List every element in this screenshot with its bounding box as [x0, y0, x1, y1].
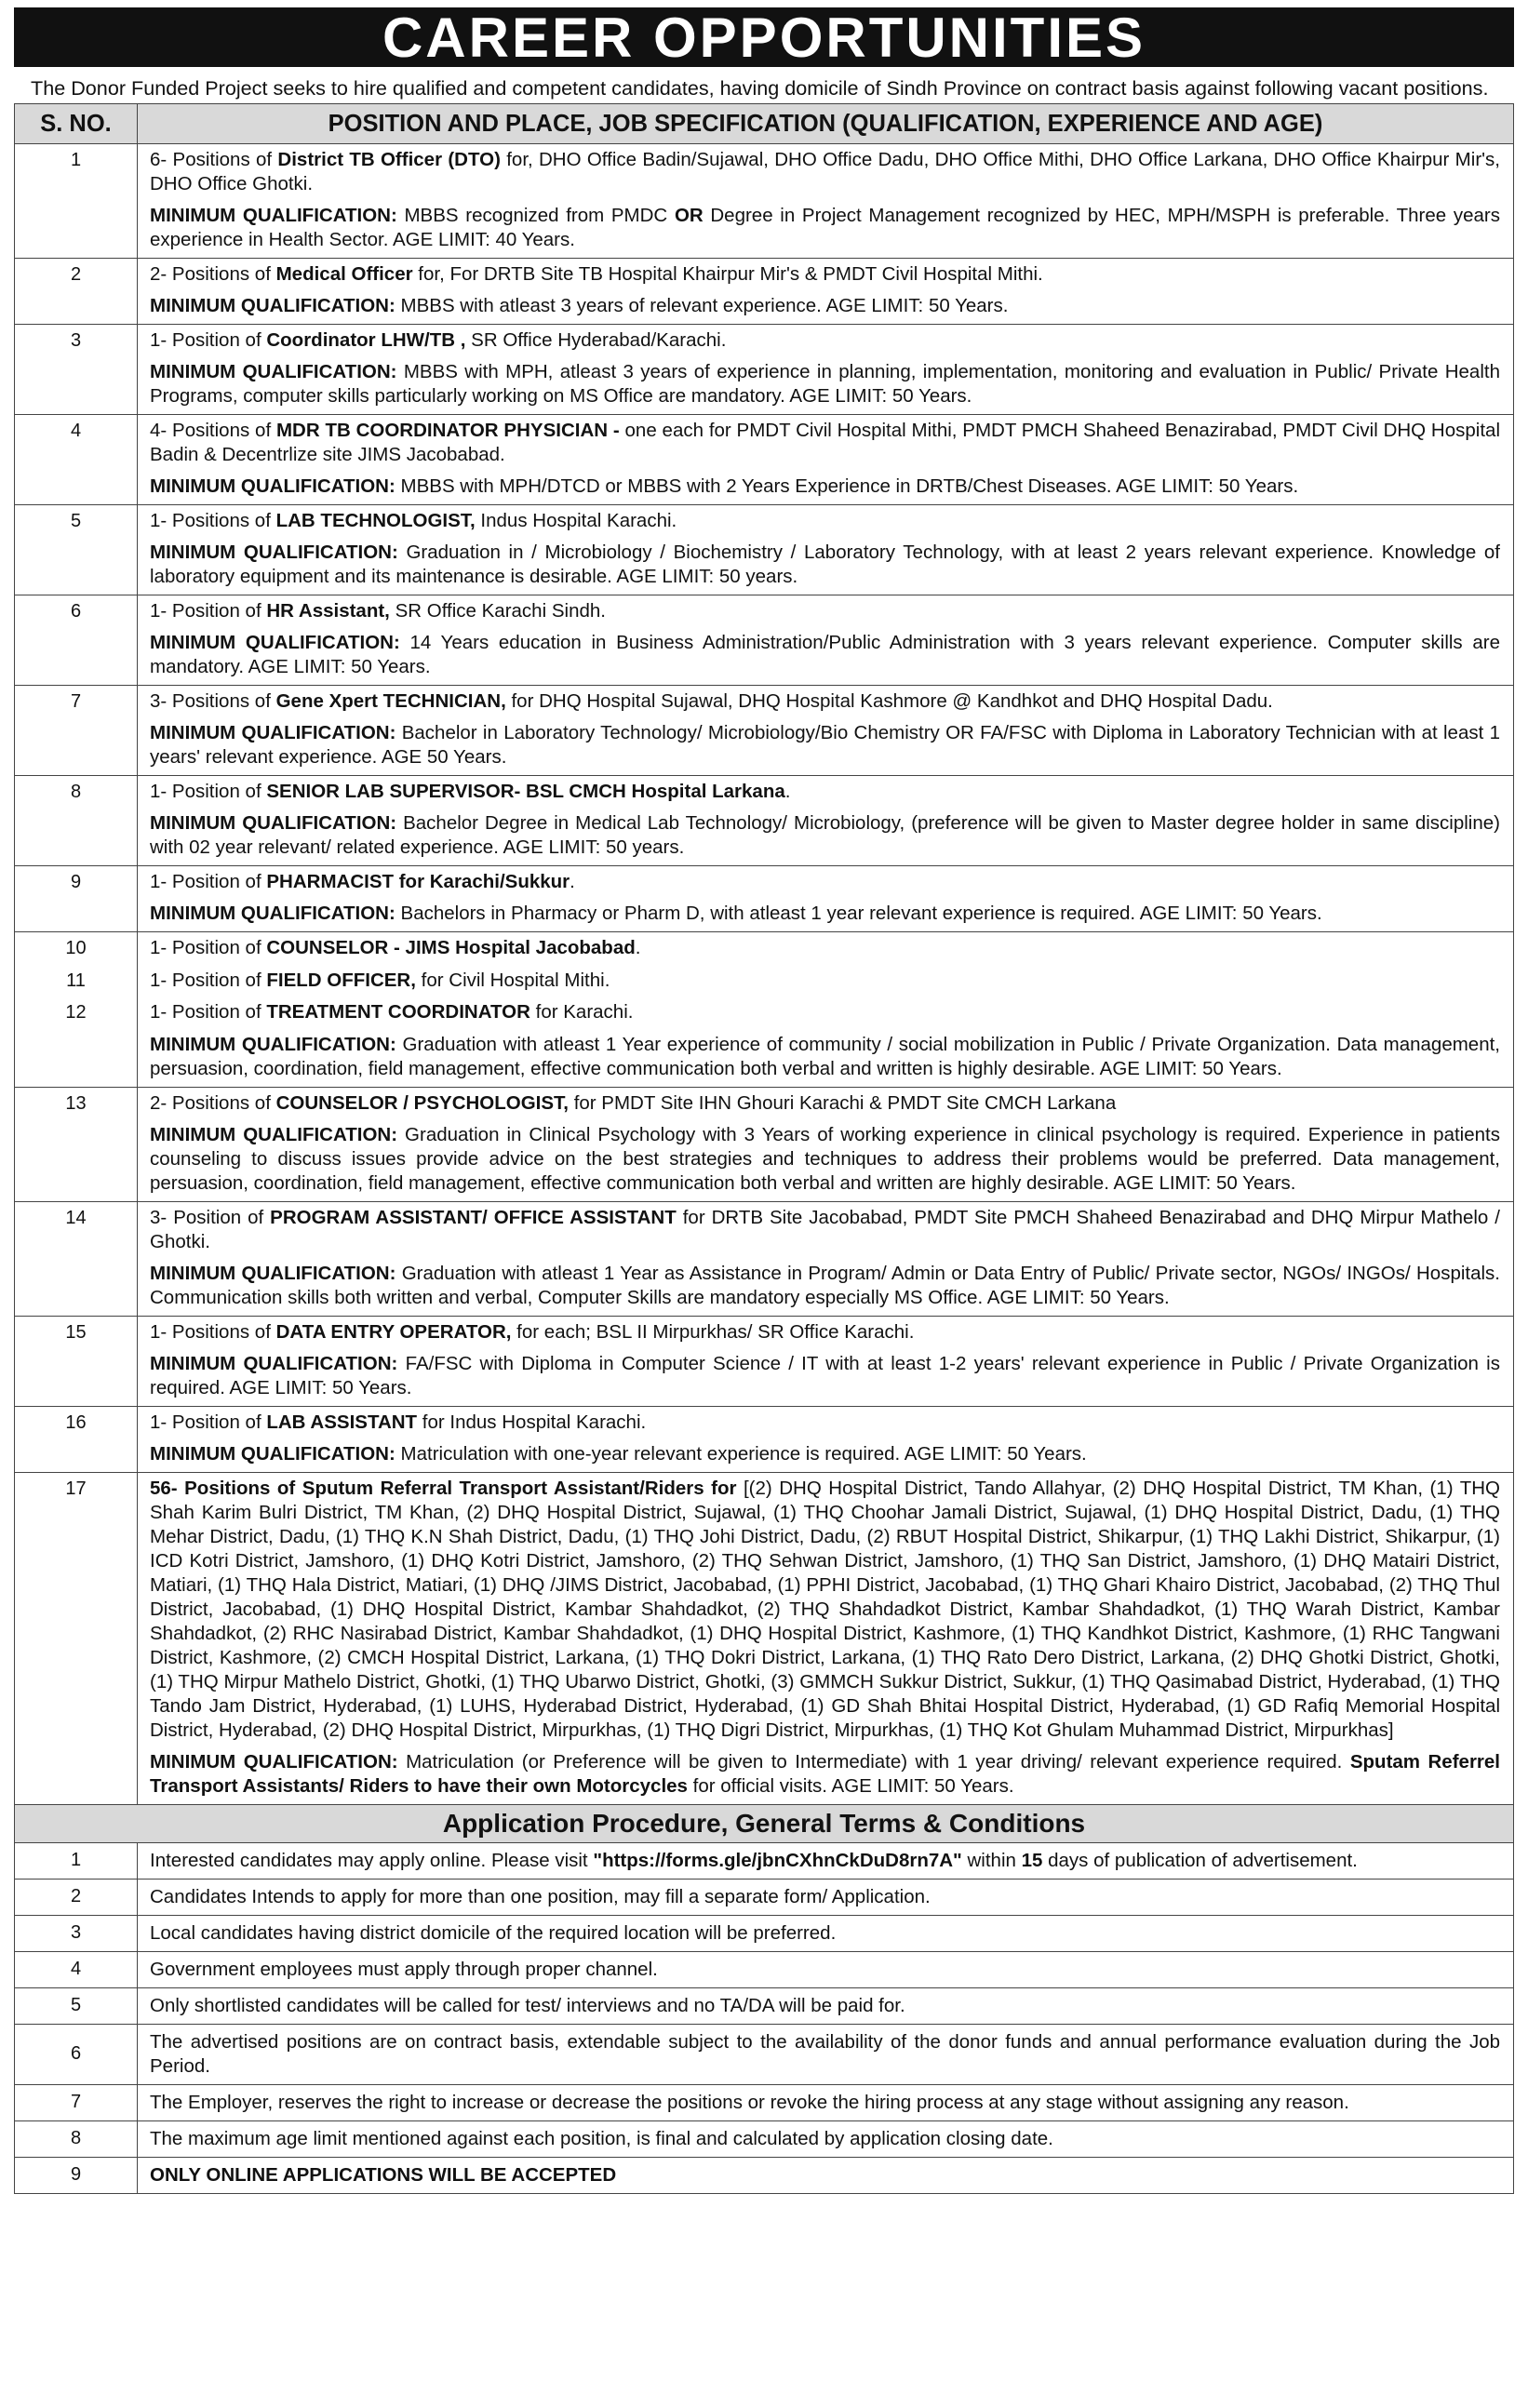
position-count: 1- Positions of	[150, 510, 271, 531]
term-number: 2	[15, 1879, 138, 1915]
qualification-label: MINIMUM QUALIFICATION:	[150, 1750, 398, 1773]
position-row	[15, 932, 1514, 1088]
qualification-text: Degree in Project Management recognized by HEC, MPH/MSPH is preferable. Three years experience in Health Sector. AGE LIMIT: 40 Years.	[150, 205, 1500, 250]
qualification-label: MINIMUM QUALIFICATION:	[150, 1352, 398, 1374]
term-text-part: Interested candidates may apply online. Please visit	[150, 1849, 588, 1871]
term-text: Candidates Intends to apply for more than one position, may fill a separate form/ Application.	[138, 1879, 1514, 1915]
term-text: The advertised positions are on contract basis, extendable subject to the availability of the donor funds and annual performance evaluation during the Job Period.	[138, 2024, 1514, 2084]
term-row	[15, 2084, 1514, 2120]
qualification-text: MBBS recognized from PMDC	[404, 205, 668, 226]
position-title: HR Assistant,	[266, 600, 390, 622]
qualification-text: Matriculation (or Preference will be given to Intermediate) with 1 year driving/ relevant experience required.	[406, 1750, 1343, 1773]
position-details	[138, 1406, 1514, 1472]
position-count: 6- Positions of	[150, 149, 273, 170]
position-details	[138, 866, 1514, 932]
term-text: Only shortlisted candidates will be called for test/ interviews and no TA/DA will be paid for.	[138, 1987, 1514, 2024]
qualification-text: 14 Years education in Business Administration/Public Administration with 3 years relevant experience. Computer skills are mandatory. AGE LIMIT: 50 Years.	[150, 632, 1500, 677]
position-place: .	[570, 871, 575, 892]
position-count: 1- Position of	[150, 937, 261, 958]
qualification-label: MINIMUM QUALIFICATION:	[150, 1033, 396, 1055]
qualification-text: Graduation with atleast 1 Year experience of community / social mobilization in Public / Private Organization. Data management, persuasion, coordination, field management, effective communication both verbal and written is highly desirable. AGE LIMIT: 50 Years.	[150, 1033, 1500, 1079]
qualification-text: FA/FSC with Diploma in Computer Science / IT with at least 1-2 years' relevant experience in Public / Private Organization is required. AGE LIMIT: 50 Years.	[150, 1352, 1500, 1398]
position-details	[138, 1087, 1514, 1201]
position-title: LAB TECHNOLOGIST,	[275, 510, 476, 531]
position-details	[138, 1316, 1514, 1406]
term-row	[15, 1879, 1514, 1915]
position-number: 15	[15, 1316, 138, 1406]
position-place: for PMDT Site IHN Ghouri Karachi & PMDT Site CMCH Larkana	[573, 1091, 1117, 1114]
terms-header-row	[15, 1804, 1514, 1842]
sno-header: S. NO.	[15, 104, 138, 144]
position-number: 12	[65, 1002, 87, 1023]
positions-table	[14, 103, 1514, 2194]
application-link[interactable]: "https://forms.gle/jbnCXhnCkDuD8rn7A"	[593, 1849, 962, 1871]
qualification-text: Graduation in Clinical Psychology with 3 Years of working experience in clinical psychology is required. Experience in patients counseling to discuss issues provide advice on the best strategies and techniques to address their problems would be preferred. Data management, persuasion, coordination, field management, effective communication both verbal and written are highly desirable. AGE LIMIT: 50 Years.	[150, 1123, 1500, 1194]
position-numbers	[15, 932, 138, 1088]
position-title: LAB ASSISTANT	[266, 1411, 418, 1433]
qualification-note: Sputam Referrel Transport Assistants/ Riders to have their own Motorcycles	[150, 1750, 1500, 1797]
position-row	[15, 1472, 1514, 1804]
position-title: Medical Officer	[275, 263, 413, 285]
term-text: The maximum age limit mentioned against each position, is final and calculated by application closing date.	[138, 2120, 1514, 2157]
position-number: 10	[65, 938, 87, 958]
position-place: [(2) DHQ Hospital District, Tando Allahyar, (2) DHQ Hospital District, TM Khan, (1) THQ Shah Karim Bulri District, TM Khan, (2) DHQ Hospital District, Sujawal, (1) THQ Choohar Jamali District, Sujawal, (1) DHQ Hospital District, Dadu, (1) THQ Mehar District, Dadu, (1) THQ K.N Shah District, Dadu, (1) THQ Johi District, Dadu, (2) RBUT Hospital District, Shikarpur, (1) THQ Lakhi District, Shikarpur, (1) ICD Kotri District, Jamshoro, (1) DHQ Kotri District, Jamshoro, (2) THQ Sehwan District, Jamshoro, (1) THQ San District, Jamshoro, (1) DHQ Matairi District, Matiari, (1) THQ Hala District, Matiari, (1) DHQ /JIMS District, Jacobabad, (1) PPHI District, Jacobabad, (1) THQ Ghari Khairo District, Jacobabad, (2) THQ Thul District, Jacobabad, (1) DHQ Hospital District, Kambar Shahdadkot, (2) THQ Shahdadkot District, Kambar Shahdadkot, (1) THQ Warah District, Kambar Shahdadkot, (2) RHC Nasirabad District, Kambar Shahdadkot, (1) DHQ Hospital District, Kashmore, (1) THQ Kandhkot District, Kashmore, (1) RHC Tangwani District, Kashmore, (2) CMCH Hospital District, Larkana, (1) THQ Dokri District, Larkana, (1) THQ Rato Dero District, Larkana, (2) DHQ Ghotki District, Ghotki, (1) THQ Mirpur Mathelo District, Ghotki, (1) THQ Ubarwo District, Ghotki, (3) GMMCH Sukkur District, Sukkur, (1) THQ Qasimabad District, Hyderabad, (1) THQ Tando Jam District, Hyderabad, (1) LUHS, Hyderabad District, Hyderabad, (1) GD Shah Bhitai Hospital District, Hyderabad, (1) GD Rafiq Memorial Hospital District, Hyderabad, (2) DHQ Hospital District, Mirpurkhas, (1) THQ Digri District, Mirpurkhas, (1) THQ Kot Ghulam Muhammad District, Mirpurkhas]	[150, 1477, 1500, 1741]
position-number: 8	[15, 776, 138, 866]
position-place: .	[635, 937, 641, 958]
position-details	[138, 325, 1514, 415]
position-details	[138, 259, 1514, 325]
position-row	[15, 325, 1514, 415]
position-title: MDR TB COORDINATOR PHYSICIAN -	[275, 420, 620, 441]
position-title: FIELD OFFICER,	[266, 969, 416, 991]
qualification-label: MINIMUM QUALIFICATION:	[150, 812, 397, 834]
qualification-label: MINIMUM QUALIFICATION:	[150, 295, 395, 316]
position-number: 13	[15, 1087, 138, 1201]
qualification-label: MINIMUM QUALIFICATION:	[150, 903, 395, 924]
position-place: for, DHO Office Badin/Sujawal, DHO Office Dadu, DHO Office Mithi, DHO Office Larkana, DHO Office Khairpur Mir's, DHO Office Ghotki.	[150, 149, 1501, 194]
term-row	[15, 1915, 1514, 1951]
qualification-text: MBBS with MPH, atleast 3 years of experience in planning, implementation, monitoring and evaluation in Public/ Private Health Programs, computer skills particularly working on MS Office are mandatory. AGE LIMIT: 50 Years.	[150, 361, 1500, 407]
position-row	[15, 686, 1514, 776]
term-text-part: days of publication of advertisement.	[1048, 1849, 1358, 1871]
qualification-text: Matriculation with one-year relevant experience is required. AGE LIMIT: 50 Years.	[400, 1442, 1087, 1465]
term-number: 9	[15, 2157, 138, 2193]
position-number: 16	[15, 1406, 138, 1472]
position-title: Sputum Referral Transport Assistant/Riders for	[302, 1477, 737, 1499]
position-count: 1- Position of	[150, 969, 261, 991]
qualification-text: MBBS with MPH/DTCD or MBBS with 2 Years Experience in DRTB/Chest Diseases. AGE LIMIT: 50 Years.	[400, 475, 1299, 497]
position-count: 3- Position of	[150, 1206, 264, 1228]
position-row	[15, 1406, 1514, 1472]
position-row	[15, 144, 1514, 259]
qualification-text: Graduation in / Microbiology / Biochemistry / Laboratory Technology, with at least 2 years relevant experience. Knowledge of laboratory equipment and its maintenance is desirable. AGE LIMIT: 50 years.	[150, 542, 1500, 587]
position-row	[15, 1201, 1514, 1316]
advertisement	[14, 7, 1514, 2194]
position-place: for DHQ Hospital Sujawal, DHQ Hospital Kashmore @ Kandhkot and DHQ Hospital Dadu.	[511, 690, 1273, 712]
position-row	[15, 1087, 1514, 1201]
position-count: 4- Positions of	[150, 420, 272, 441]
position-place: one each for PMDT Civil Hospital Mithi, PMDT PMCH Shaheed Benazirabad, PMDT Civil DHQ Hospital Badin & Decentrlize site JIMS Jacobabad.	[150, 420, 1500, 465]
banner-title: CAREER OPPORTUNITIES	[14, 7, 1514, 67]
position-place: for DRTB Site Jacobabad, PMDT Site PMCH Shaheed Benazirabad and DHQ Mirpur Mathelo / Ghotki.	[150, 1206, 1500, 1252]
position-count: 56- Positions of	[150, 1477, 296, 1499]
position-number: 5	[15, 505, 138, 595]
qualification-label: MINIMUM QUALIFICATION:	[150, 722, 396, 743]
position-count: 2- Positions of	[150, 1091, 271, 1114]
position-details	[138, 776, 1514, 866]
position-place: .	[784, 781, 791, 802]
position-count: 1- Positions of	[150, 1320, 271, 1343]
position-details	[138, 505, 1514, 595]
position-details	[138, 1201, 1514, 1316]
position-title: TREATMENT COORDINATOR	[266, 1001, 530, 1023]
position-count: 1- Position of	[150, 871, 261, 892]
term-row	[15, 1951, 1514, 1987]
position-count: 1- Position of	[150, 1001, 261, 1023]
position-row	[15, 505, 1514, 595]
position-count: 3- Positions of	[150, 690, 271, 712]
position-number: 1	[15, 144, 138, 259]
position-row	[15, 415, 1514, 505]
position-place: for Indus Hospital Karachi.	[422, 1411, 647, 1433]
position-number: 14	[15, 1201, 138, 1316]
table-header-row	[15, 104, 1514, 144]
position-count: 1- Position of	[150, 781, 261, 802]
term-text: The Employer, reserves the right to increase or decrease the positions or revoke the hiring process at any stage without assigning any reason.	[138, 2084, 1514, 2120]
position-header: POSITION AND PLACE, JOB SPECIFICATION (QUALIFICATION, EXPERIENCE AND AGE)	[138, 104, 1514, 144]
position-number: 11	[66, 970, 86, 991]
position-place: for Karachi.	[535, 1001, 634, 1023]
position-row	[15, 259, 1514, 325]
term-text: ONLY ONLINE APPLICATIONS WILL BE ACCEPTED	[138, 2157, 1514, 2193]
position-title: PHARMACIST for Karachi/Sukkur	[266, 871, 570, 892]
qualification-text: Graduation with atleast 1 Year as Assistance in Program/ Admin or Data Entry of Public/ Private sector, NGOs/ INGOs/ Hospitals. Communication skills both written and verbal, Computer Skills are mandatory especially MS Office. AGE LIMIT: 50 Years.	[150, 1262, 1500, 1308]
position-details	[138, 686, 1514, 776]
term-row	[15, 1842, 1514, 1879]
term-text: Government employees must apply through proper channel.	[138, 1951, 1514, 1987]
term-text	[138, 1842, 1514, 1879]
days-count: 15	[1021, 1849, 1043, 1871]
position-title: SENIOR LAB SUPERVISOR- BSL CMCH Hospital Larkana	[266, 781, 785, 802]
position-count: 1- Position of	[150, 329, 261, 351]
position-details	[138, 415, 1514, 505]
position-details	[138, 1472, 1514, 1804]
position-title: PROGRAM ASSISTANT/ OFFICE ASSISTANT	[270, 1206, 677, 1228]
term-row	[15, 2024, 1514, 2084]
terms-section-title: Application Procedure, General Terms & Conditions	[15, 1804, 1514, 1842]
position-place: SR Office Karachi Sindh.	[395, 600, 606, 622]
position-place: for, For DRTB Site TB Hospital Khairpur Mir's & PMDT Civil Hospital Mithi.	[418, 263, 1043, 285]
position-count: 2- Positions of	[150, 263, 271, 285]
qualification-label: MINIMUM QUALIFICATION:	[150, 361, 397, 382]
position-number: 2	[15, 259, 138, 325]
position-title: DATA ENTRY OPERATOR,	[275, 1320, 512, 1343]
term-number: 6	[15, 2024, 138, 2084]
qualification-label: MINIMUM QUALIFICATION:	[150, 542, 398, 563]
qualification-label: MINIMUM QUALIFICATION:	[150, 475, 395, 497]
position-count: 1- Position of	[150, 600, 261, 622]
term-number: 3	[15, 1915, 138, 1951]
term-number: 8	[15, 2120, 138, 2157]
qualification-text: Bachelors in Pharmacy or Pharm D, with atleast 1 year relevant experience is required. AGE LIMIT: 50 Years.	[400, 903, 1322, 924]
position-title: COUNSELOR / PSYCHOLOGIST,	[275, 1091, 569, 1114]
term-text-part: within	[967, 1849, 1016, 1871]
term-row	[15, 1987, 1514, 2024]
position-number: 3	[15, 325, 138, 415]
qualification-label: MINIMUM QUALIFICATION:	[150, 205, 397, 226]
qualification-label: MINIMUM QUALIFICATION:	[150, 632, 400, 653]
qualification-label: MINIMUM QUALIFICATION:	[150, 1123, 398, 1145]
qualification-text: Bachelor in Laboratory Technology/ Microbiology/Bio Chemistry OR FA/FSC with Diploma in Laboratory Technician with at least 1 years' relevant experience. AGE 50 Years.	[150, 722, 1500, 768]
position-title: Coordinator LHW/TB ,	[266, 329, 466, 351]
position-place: for each; BSL II Mirpurkhas/ SR Office Karachi.	[516, 1320, 915, 1343]
position-details	[138, 144, 1514, 259]
term-row	[15, 2157, 1514, 2193]
position-title: District TB Officer (DTO)	[277, 149, 501, 170]
position-title: COUNSELOR - JIMS Hospital Jacobabad	[266, 937, 636, 958]
qualification-text: Bachelor Degree in Medical Lab Technology/ Microbiology, (preference will be given to Master degree holder in same discipline) with 02 year relevant/ related experience. AGE LIMIT: 50 years.	[150, 812, 1500, 858]
position-number: 7	[15, 686, 138, 776]
position-row	[15, 776, 1514, 866]
position-details	[138, 932, 1514, 1088]
position-place: Indus Hospital Karachi.	[480, 510, 677, 531]
position-details	[138, 595, 1514, 686]
position-number: 4	[15, 415, 138, 505]
qualification-or: OR	[674, 205, 704, 226]
term-row	[15, 2120, 1514, 2157]
term-text: Local candidates having district domicile of the required location will be preferred.	[138, 1915, 1514, 1951]
position-number: 17	[15, 1472, 138, 1804]
position-row	[15, 866, 1514, 932]
qualification-label: MINIMUM QUALIFICATION:	[150, 1442, 395, 1465]
intro-text: The Donor Funded Project seeks to hire qualified and competent candidates, having domicile of Sindh Province on contract basis against following vacant positions.	[31, 76, 1489, 100]
position-title: Gene Xpert TECHNICIAN,	[275, 690, 506, 712]
qualification-label: MINIMUM QUALIFICATION:	[150, 1262, 396, 1284]
position-row	[15, 595, 1514, 686]
position-place: for Civil Hospital Mithi.	[421, 969, 610, 991]
position-number: 9	[15, 866, 138, 932]
position-number: 6	[15, 595, 138, 686]
term-number: 4	[15, 1951, 138, 1987]
term-number: 1	[15, 1842, 138, 1879]
term-number: 7	[15, 2084, 138, 2120]
position-place: SR Office Hyderabad/Karachi.	[471, 329, 727, 351]
qualification-text: for official visits. AGE LIMIT: 50 Years.	[692, 1774, 1014, 1797]
position-count: 1- Position of	[150, 1411, 261, 1433]
position-row	[15, 1316, 1514, 1406]
term-number: 5	[15, 1987, 138, 2024]
qualification-text: MBBS with atleast 3 years of relevant experience. AGE LIMIT: 50 Years.	[400, 295, 1009, 316]
